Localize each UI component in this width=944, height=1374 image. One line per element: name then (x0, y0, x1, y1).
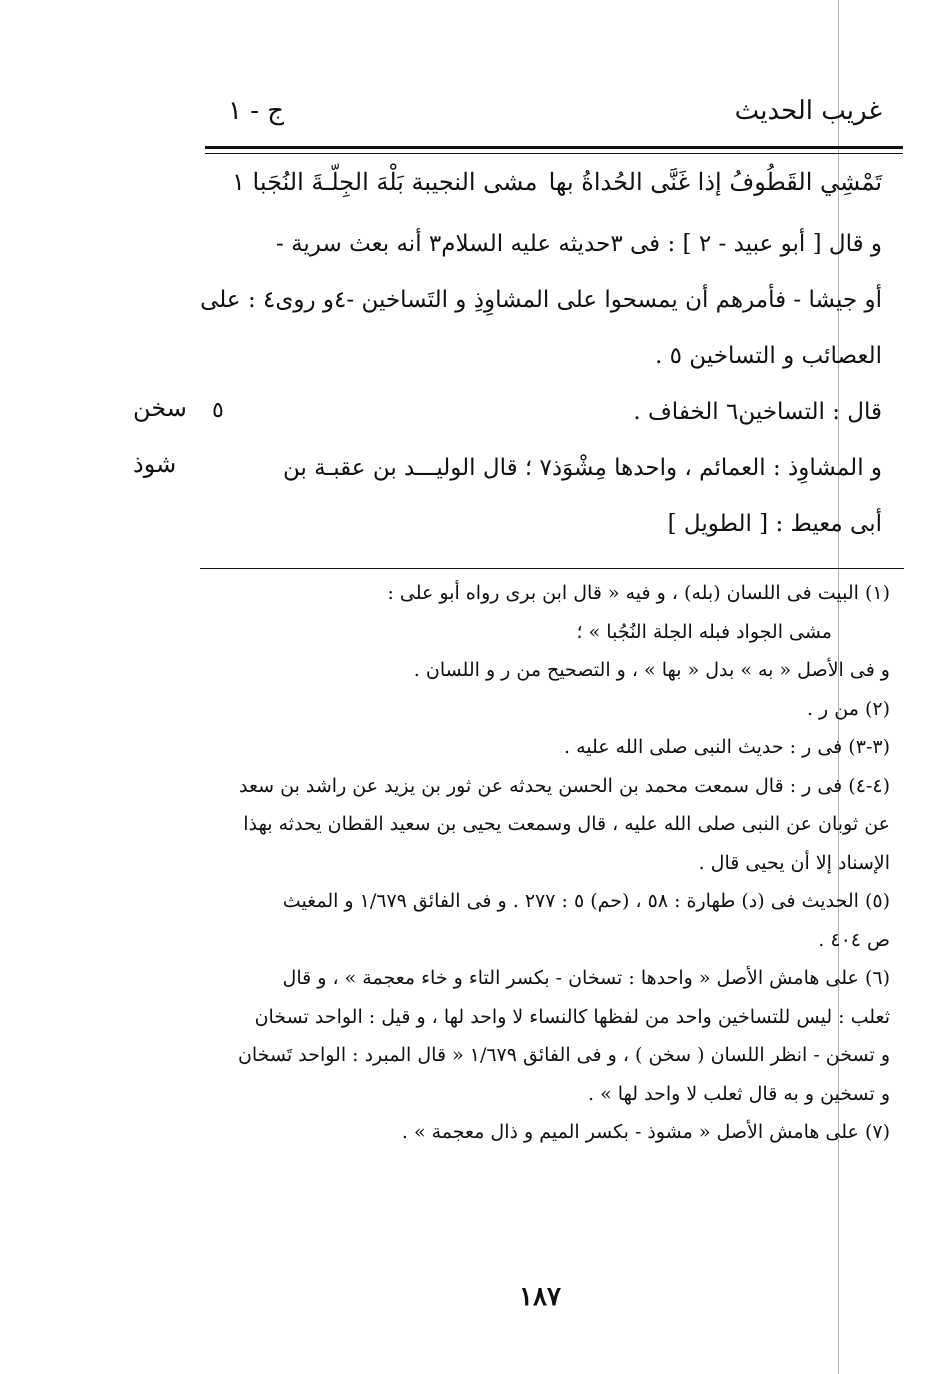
footnote-line: (١) البيت فى اللسان (بله) ، و فيه « قال ابن برى رواه أبو على : (387, 582, 890, 604)
footnote-line: (٤-٤) فى ر : قال سمعت محمد بن الحسن يحدثه عن ثور بن يزيد عن راشد بن سعد (239, 774, 890, 797)
footnote-line: و تسخين و به قال ثعلب لا واحد لها » . (587, 1082, 890, 1105)
body-line: و المشاوِذ : العمائم ، واحدها مِشْوَذ٧ ؛ قال الوليـــد بن عقبـة بن (282, 455, 882, 481)
running-header (200, 92, 900, 142)
footnote-line: (٦) على هامش الأصل « واحدها : تسخان - بكسر التاء و خاء معجمة » ، و قال (282, 967, 890, 989)
body-line: أبى معيط : [ الطويل ] (667, 511, 882, 537)
footnote-line: عن ثوبان عن النبى صلى الله عليه ، قال وسمعت يحيى بن سعيد القطان يحدثه بهذا (243, 813, 890, 835)
footnote-line: (٥) الحديث فى (د) طهارة : ٥٨ ، (حم) ٥ : ٢٧٧ . و فى الفائق ١/٦٧٩ و المغيث (282, 890, 890, 912)
poetry-verse (232, 160, 882, 216)
header-rule-thick (205, 146, 903, 149)
margin-line-number: ٥ (212, 398, 224, 423)
header-rule-thin (205, 153, 903, 154)
body-line: أو جيشا - فأمرهم أن يمسحوا على المشاوِذِ و التَساخين -٤و روى٤ : على (200, 287, 882, 313)
body-line: قال : التساخين٦ الخفاف . (633, 399, 882, 425)
footnote-line: (٢) من ر . (806, 697, 890, 720)
footnote-line: الإسناد إلا أن يحيى قال . (698, 851, 890, 874)
footnote-line: مشى الجواد فبله الجلة النُجُبا » ؛ (576, 620, 832, 643)
footnotes (225, 574, 890, 1152)
footnote-line: ص ٤٠٤ . (818, 928, 890, 951)
main-text (200, 216, 882, 552)
volume-label: ج - ١ (228, 96, 285, 126)
margin-root-word: سخن (133, 394, 187, 422)
page-number: ١٨٧ (519, 1282, 561, 1312)
footnote-line: (٣-٣) فى ر : حديث النبى صلى الله عليه . (564, 736, 890, 758)
margin-root-word: شوذ (133, 450, 177, 478)
book-title: غريب الحديث (734, 96, 882, 126)
footnote-line: ثعلب : ليس للتساخين واحد من لفظها كالنساء لا واحد لها ، و قيل : الواحد تسخان (254, 1005, 890, 1028)
footnote-separator (200, 568, 904, 569)
verse-first-hemistich: تَمْشِي القَطُوفُ إذا غَنَّى الحُداةُ بها (548, 168, 882, 196)
body-line: العصائب و التساخين ٥ . (655, 343, 882, 369)
footnote-line: و فى الأصل « به » بدل « بها » ، و التصحيح من ر و اللسان . (413, 659, 890, 681)
verse-second-hemistich: مشى النجيبة بَلْهَ الجِلّـةَ النُجَبا ١ (232, 168, 538, 196)
footnote-line: (٧) على هامش الأصل « مشوذ - بكسر الميم و ذال معجمة » . (401, 1121, 890, 1143)
body-line: و قال [ أبو عبيد - ٢ ] : فى ٣حديثه عليه السلام٣ أنه بعث سرية - (275, 231, 882, 257)
footnote-line: و تسخن - انظر اللسان ( سخن ) ، و فى الفائق ١/٦٧٩ « قال المبرد : الواحد تَسخان (237, 1044, 890, 1066)
